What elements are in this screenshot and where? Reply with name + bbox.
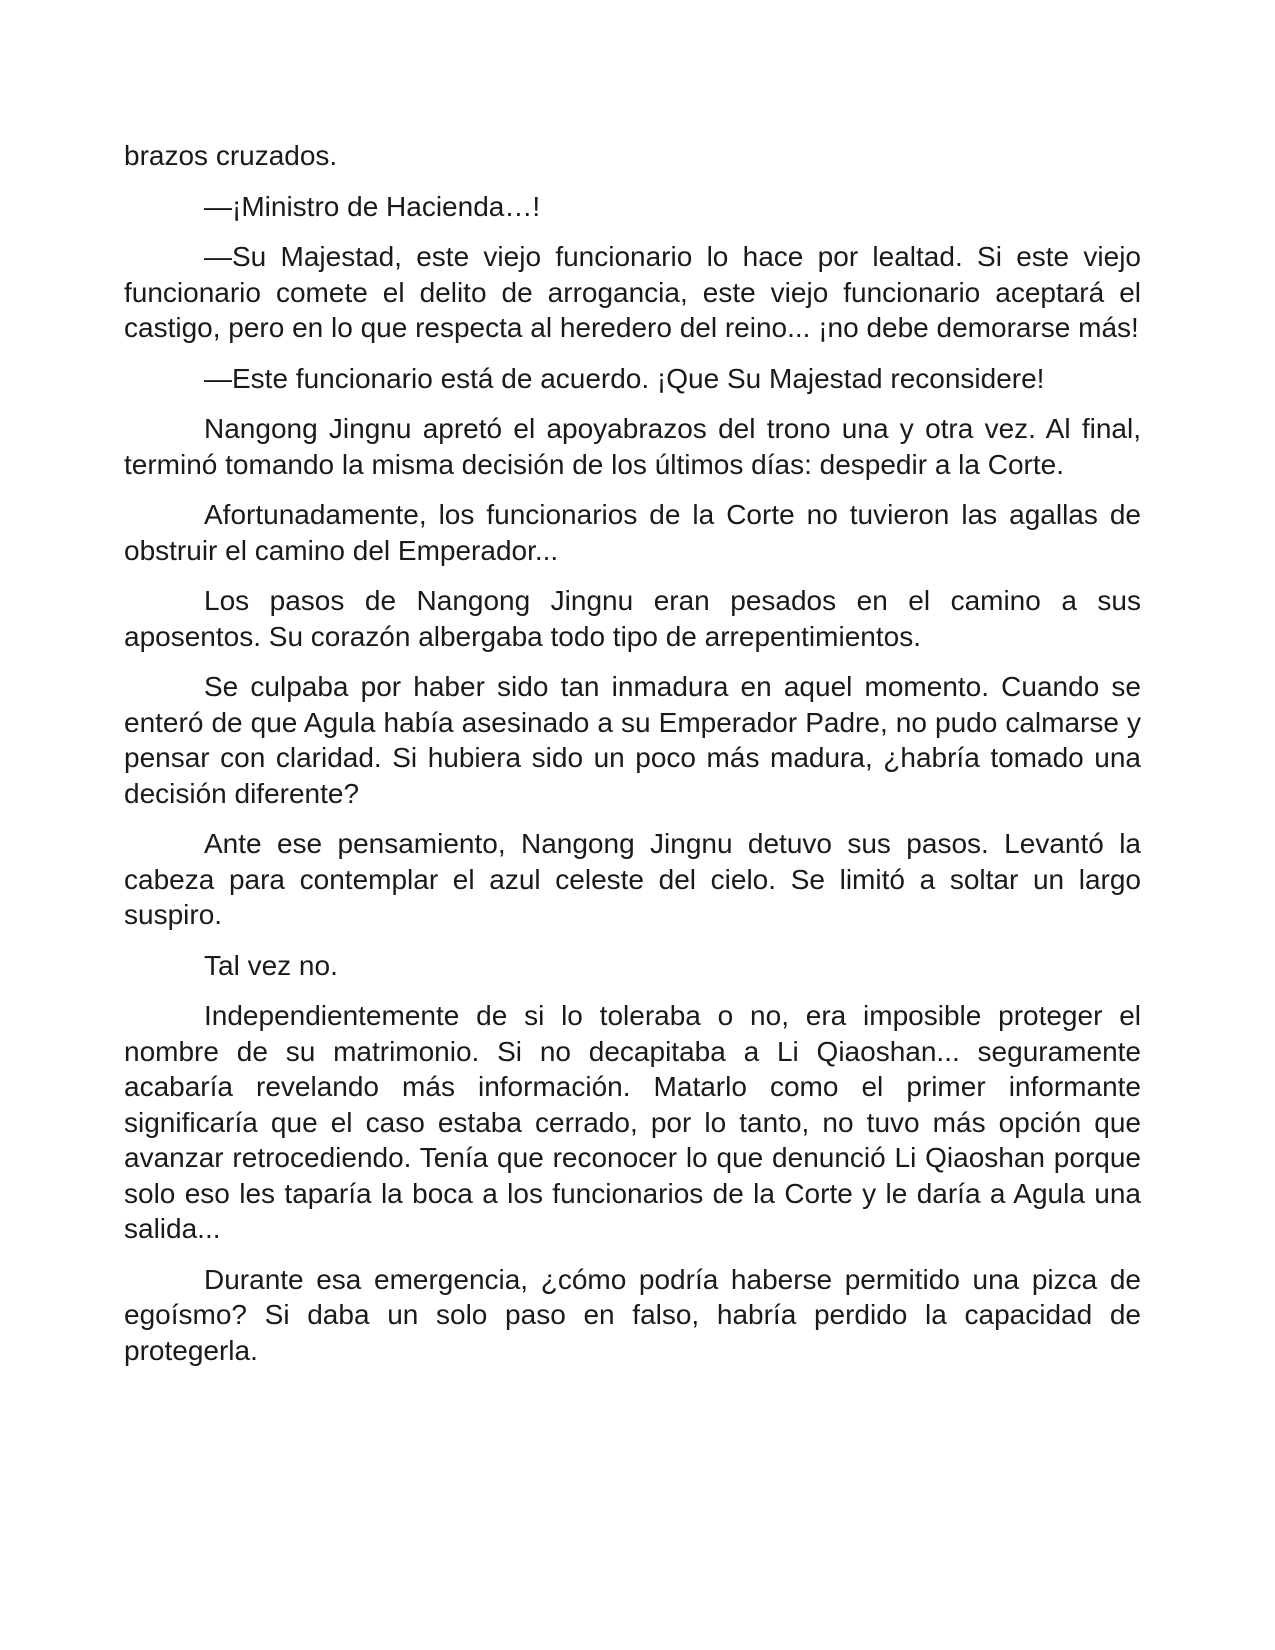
paragraph-6: Afortunadamente, los funcionarios de la Corte no tuvieron las agallas de obstruir el camino del Emperador... — [124, 499, 1141, 566]
paragraph-3: —Su Majestad, este viejo funcionario lo hace por lealtad. Si este viejo funcionario comete el delito de arrogancia, este viejo funcionario aceptará el castigo, pero en lo que respecta al heredero del reino... ¡no debe demorarse más! — [124, 241, 1141, 343]
paragraph-2: —¡Ministro de Hacienda…! — [204, 190, 541, 222]
paragraph-11: Independientemente de si lo toleraba o no, era imposible proteger el nombre de su matrimonio. Si no decapitaba a Li Qiaoshan... seguramente acabaría revelando más información. Matarlo como el primer informante significaría que el caso estaba cerrado, por lo tanto, no tuvo más opción que avanzar retrocediendo. Tenía que reconocer lo que denunció Li Qiaoshan porque solo eso les taparía la boca a los funcionarios de la Corte y le daría a Agula una salida... — [124, 1000, 1141, 1244]
paragraph-4: —Este funcionario está de acuerdo. ¡Que Su Majestad reconsidere! — [204, 362, 1045, 394]
paragraph-8: Se culpaba por haber sido tan inmadura en aquel momento. Cuando se enteró de que Agula había asesinado a su Emperador Padre, no pudo calmarse y pensar con claridad. Si hubiera sido un poco más madura, ¿habría tomado una decisión diferente? — [124, 671, 1141, 809]
paragraph-7: Los pasos de Nangong Jingnu eran pesados en el camino a sus aposentos. Su corazón albergaba todo tipo de arrepentimientos. — [124, 585, 1141, 652]
paragraph-10: Tal vez no. — [204, 949, 338, 981]
paragraph-9: Ante ese pensamiento, Nangong Jingnu detuvo sus pasos. Levantó la cabeza para contemplar el azul celeste del cielo. Se limitó a soltar un largo suspiro. — [124, 828, 1141, 930]
page-body — [124, 138, 1141, 1383]
paragraph-12: Durante esa emergencia, ¿cómo podría haberse permitido una pizca de egoísmo? Si daba un solo paso en falso, habría perdido la capacidad de protegerla. — [124, 1263, 1141, 1366]
paragraph-5: Nangong Jingnu apretó el apoyabrazos del trono una y otra vez. Al final, terminó tomando la misma decisión de los últimos días: despedir a la Corte. — [124, 413, 1141, 480]
paragraph-1: brazos cruzados. — [124, 140, 338, 171]
